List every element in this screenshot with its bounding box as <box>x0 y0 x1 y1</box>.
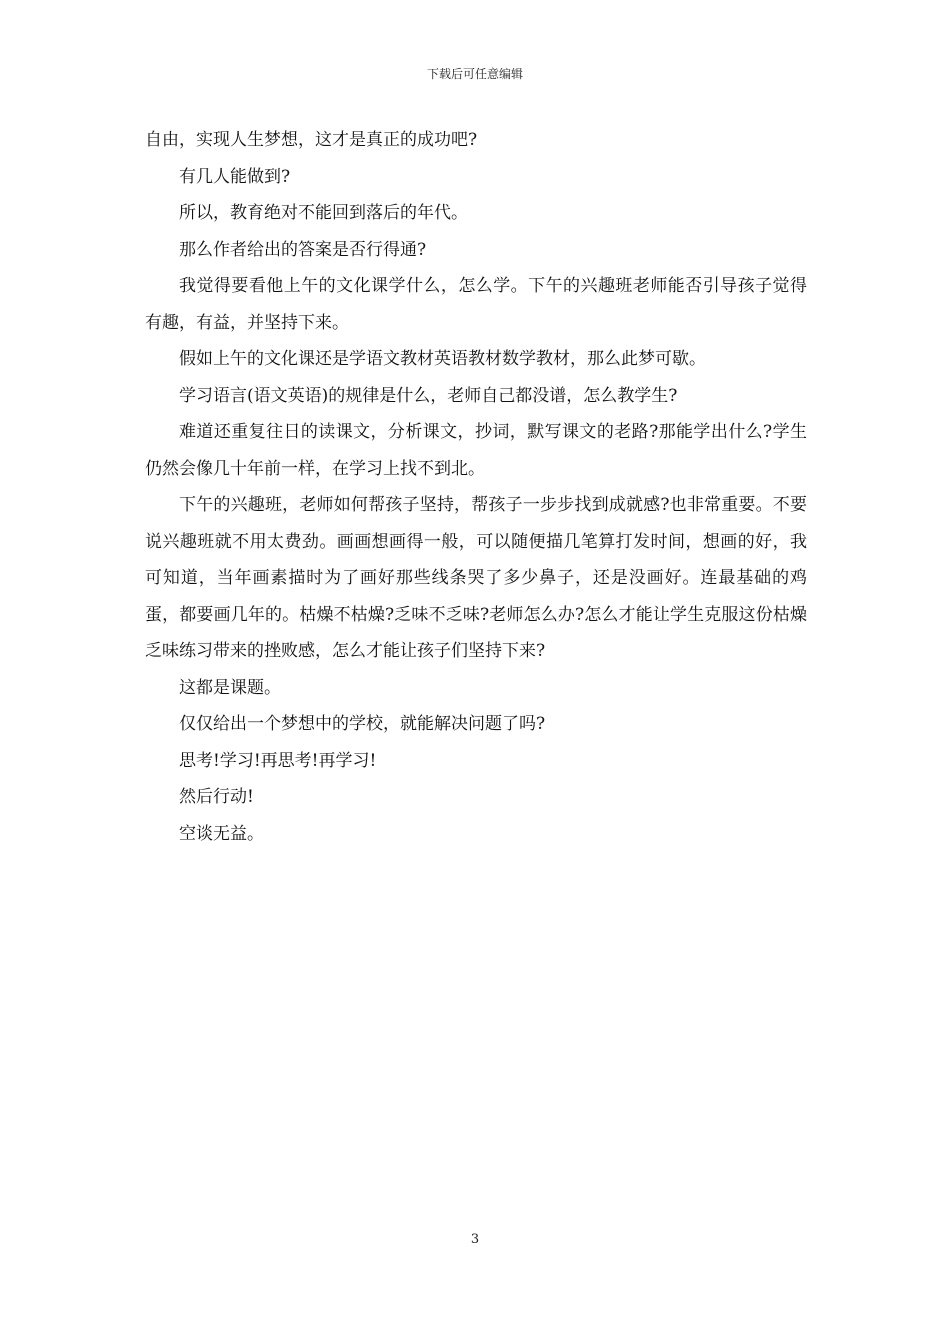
page-number: 3 <box>470 1232 480 1247</box>
paragraph: 下午的兴趣班，老师如何帮孩子坚持，帮孩子一步步找到成就感?也非常重要。不要说兴趣班就不用太费劲。画画想画得一般，可以随便描几笔算打发时间，想画的好，我可知道，当年画素描时为了画好那些线条哭了多少鼻子，还是没画好。连最基础的鸡蛋，都要画几年的。枯燥不枯燥?乏味不乏味?老师怎么办?怎么才能让学生克服这份枯燥乏味练习带来的挫败感，怎么才能让孩子们坚持下来? <box>145 495 807 661</box>
paragraph: 难道还重复往日的读课文，分析课文，抄词，默写课文的老路?那能学出什么?学生仍然会像几十年前一样，在学习上找不到北。 <box>145 422 807 479</box>
paragraph: 然后行动! <box>179 787 254 807</box>
paragraph: 有几人能做到? <box>179 166 291 187</box>
page-header: 下载后可任意编辑 <box>426 67 523 81</box>
paragraph: 这都是课题。 <box>179 677 281 698</box>
paragraph-continuation: 自由，实现人生梦想，这才是真正的成功吧? <box>145 130 478 150</box>
paragraph: 思考!学习!再思考!再学习! <box>179 750 377 771</box>
paragraph: 空谈无益。 <box>179 823 264 844</box>
paragraph: 那么作者给出的答案是否行得通? <box>179 239 427 260</box>
paragraph: 所以，教育绝对不能回到落后的年代。 <box>179 203 468 223</box>
paragraph: 我觉得要看他上午的文化课学什么，怎么学。下午的兴趣班老师能否引导孩子觉得有趣，有益，并坚持下来。 <box>145 276 807 333</box>
paragraph: 学习语言(语文英语)的规律是什么，老师自己都没谱，怎么教学生? <box>179 385 678 406</box>
paragraph: 假如上午的文化课还是学语文教材英语教材数学教材，那么此梦可歇。 <box>179 349 706 369</box>
document-body <box>145 122 807 852</box>
paragraph: 仅仅给出一个梦想中的学校，就能解决问题了吗? <box>179 714 546 734</box>
